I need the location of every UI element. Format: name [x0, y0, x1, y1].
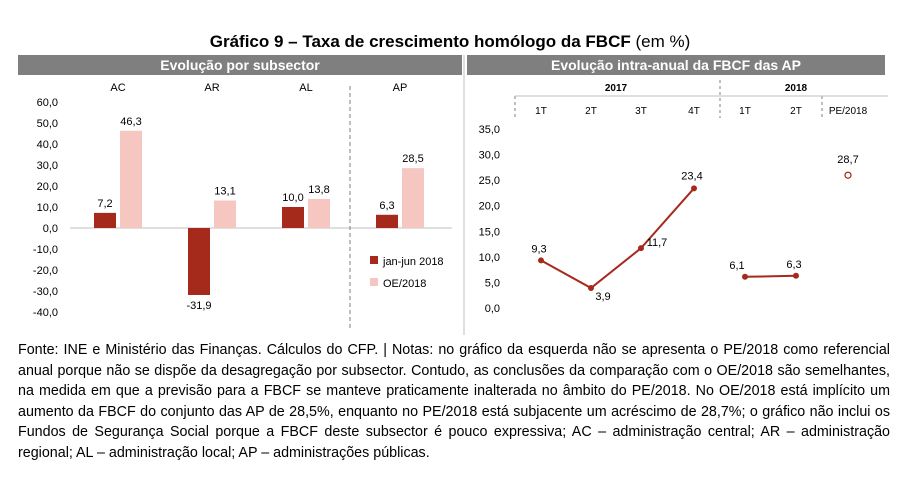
- figure-title-unit: (em %): [635, 32, 691, 51]
- legend-label: jan-jun 2018: [383, 256, 444, 268]
- line-data-label: 11,7: [646, 237, 668, 250]
- bar-jan-jun-2018: [94, 213, 116, 228]
- pe-2018-data-label: 28,7: [837, 154, 859, 167]
- bar-data-label: 46,3: [120, 115, 142, 128]
- right-y-tick-label: 30,0: [478, 149, 500, 162]
- year-label-2018: 2018: [784, 83, 808, 94]
- category-label: AP: [392, 82, 408, 94]
- bar-data-label: 10,0: [282, 192, 304, 204]
- bar-data-label: -31,9: [186, 299, 212, 312]
- x-tick-label: 2T: [585, 106, 597, 117]
- line-data-label: 3,9: [595, 291, 611, 304]
- right-y-tick-label: 5,0: [484, 277, 500, 290]
- left-y-tick-label: 60,0: [36, 97, 58, 109]
- left-panel-header: Evolução por subsector: [18, 55, 462, 75]
- figure-title-main: Gráfico 9 – Taxa de crescimento homólogo da FBCF: [209, 32, 631, 51]
- line-point: [538, 257, 544, 263]
- left-y-tick-label: -30,0: [32, 286, 58, 298]
- bar-data-label: 13,1: [214, 185, 236, 198]
- right-y-tick-label: 0,0: [484, 303, 500, 315]
- line-point: [793, 273, 799, 279]
- right-panel-header: Evolução intra-anual da FBCF das AP: [467, 55, 885, 75]
- bar-oe-2018: [308, 199, 330, 228]
- year-label-2017: 2017: [604, 83, 628, 94]
- bar-data-label: 28,5: [402, 153, 424, 166]
- x-tick-label: 1T: [739, 106, 751, 117]
- x-tick-label: 1T: [535, 106, 547, 117]
- bar-oe-2018: [120, 131, 142, 228]
- line-data-label: 6,3: [786, 258, 802, 271]
- right-y-tick-label: 10,0: [478, 251, 500, 264]
- line-data-label: 9,3: [531, 243, 547, 256]
- bar-data-label: 13,8: [308, 184, 330, 197]
- line-data-label: 23,4: [681, 170, 703, 183]
- left-y-tick-label: 30,0: [36, 160, 58, 172]
- bar-jan-jun-2018: [188, 228, 210, 295]
- right-y-tick-label: 25,0: [478, 175, 500, 188]
- legend-swatch-jan-jun-2018: [370, 256, 378, 264]
- source-note: Fonte: INE e Ministério das Finanças. Cálculos do CFP. | Notas: no gráfico da esquerda não se apresenta o PE/2018 como referencial anual porque não se dispõe da desagregação por subsector. Contudo, as conclusões da comparação com o OE/2018 são semelhantes, na medida em que a previsão para a FBCF se manteve praticamente inalterada no âmbito do PE/2018. No OE/2018 está implícito um aumento da FBCF do conjunto das AP de 28,5%, enquanto no PE/2018 está subjacente um acréscimo de 28,7%; o gráfico não inclui os Fundos de Segurança Social porque a FBCF deste subsector é pouco expressiva; AC – administração central; AR – administração regional; AL – administração local; AP – administrações públicas.: [18, 342, 890, 461]
- right-y-tick-label: 15,0: [478, 226, 500, 239]
- left-y-tick-label: 20,0: [36, 181, 58, 193]
- category-label: AC: [110, 82, 126, 94]
- line-point: [742, 274, 748, 280]
- legend-label: OE/2018: [383, 278, 427, 290]
- x-tick-label: PE/2018: [828, 106, 868, 117]
- x-tick-label: 2T: [790, 106, 802, 117]
- x-tick-label: 3T: [635, 106, 647, 117]
- line-segment-2018: [745, 276, 796, 277]
- pe-2018-point: [845, 172, 851, 178]
- right-y-tick-label: 20,0: [478, 200, 500, 213]
- left-y-tick-label: -10,0: [32, 244, 58, 256]
- bar-oe-2018: [214, 200, 236, 228]
- bar-data-label: 7,2: [97, 197, 113, 210]
- bar-jan-jun-2018: [282, 207, 304, 228]
- left-y-tick-label: 40,0: [36, 139, 58, 151]
- legend-swatch-oe-2018: [370, 278, 378, 286]
- category-label: AL: [299, 82, 313, 94]
- left-y-tick-label: 50,0: [36, 118, 58, 130]
- line-data-label: 6,1: [729, 259, 745, 272]
- right-y-tick-label: 35,0: [478, 124, 500, 136]
- left-y-tick-label: -40,0: [32, 307, 58, 319]
- category-label: AR: [204, 82, 220, 94]
- line-segment-2017: [541, 188, 694, 288]
- line-point: [638, 245, 644, 251]
- line-point: [691, 185, 697, 191]
- left-y-tick-label: -20,0: [32, 265, 58, 277]
- bar-oe-2018: [402, 168, 424, 228]
- left-y-tick-label: 10,0: [36, 202, 58, 214]
- left-y-tick-label: 0,0: [42, 223, 58, 235]
- line-point: [588, 285, 594, 291]
- x-tick-label: 4T: [688, 106, 700, 117]
- bar-data-label: 6,3: [379, 199, 395, 212]
- bar-jan-jun-2018: [376, 215, 398, 228]
